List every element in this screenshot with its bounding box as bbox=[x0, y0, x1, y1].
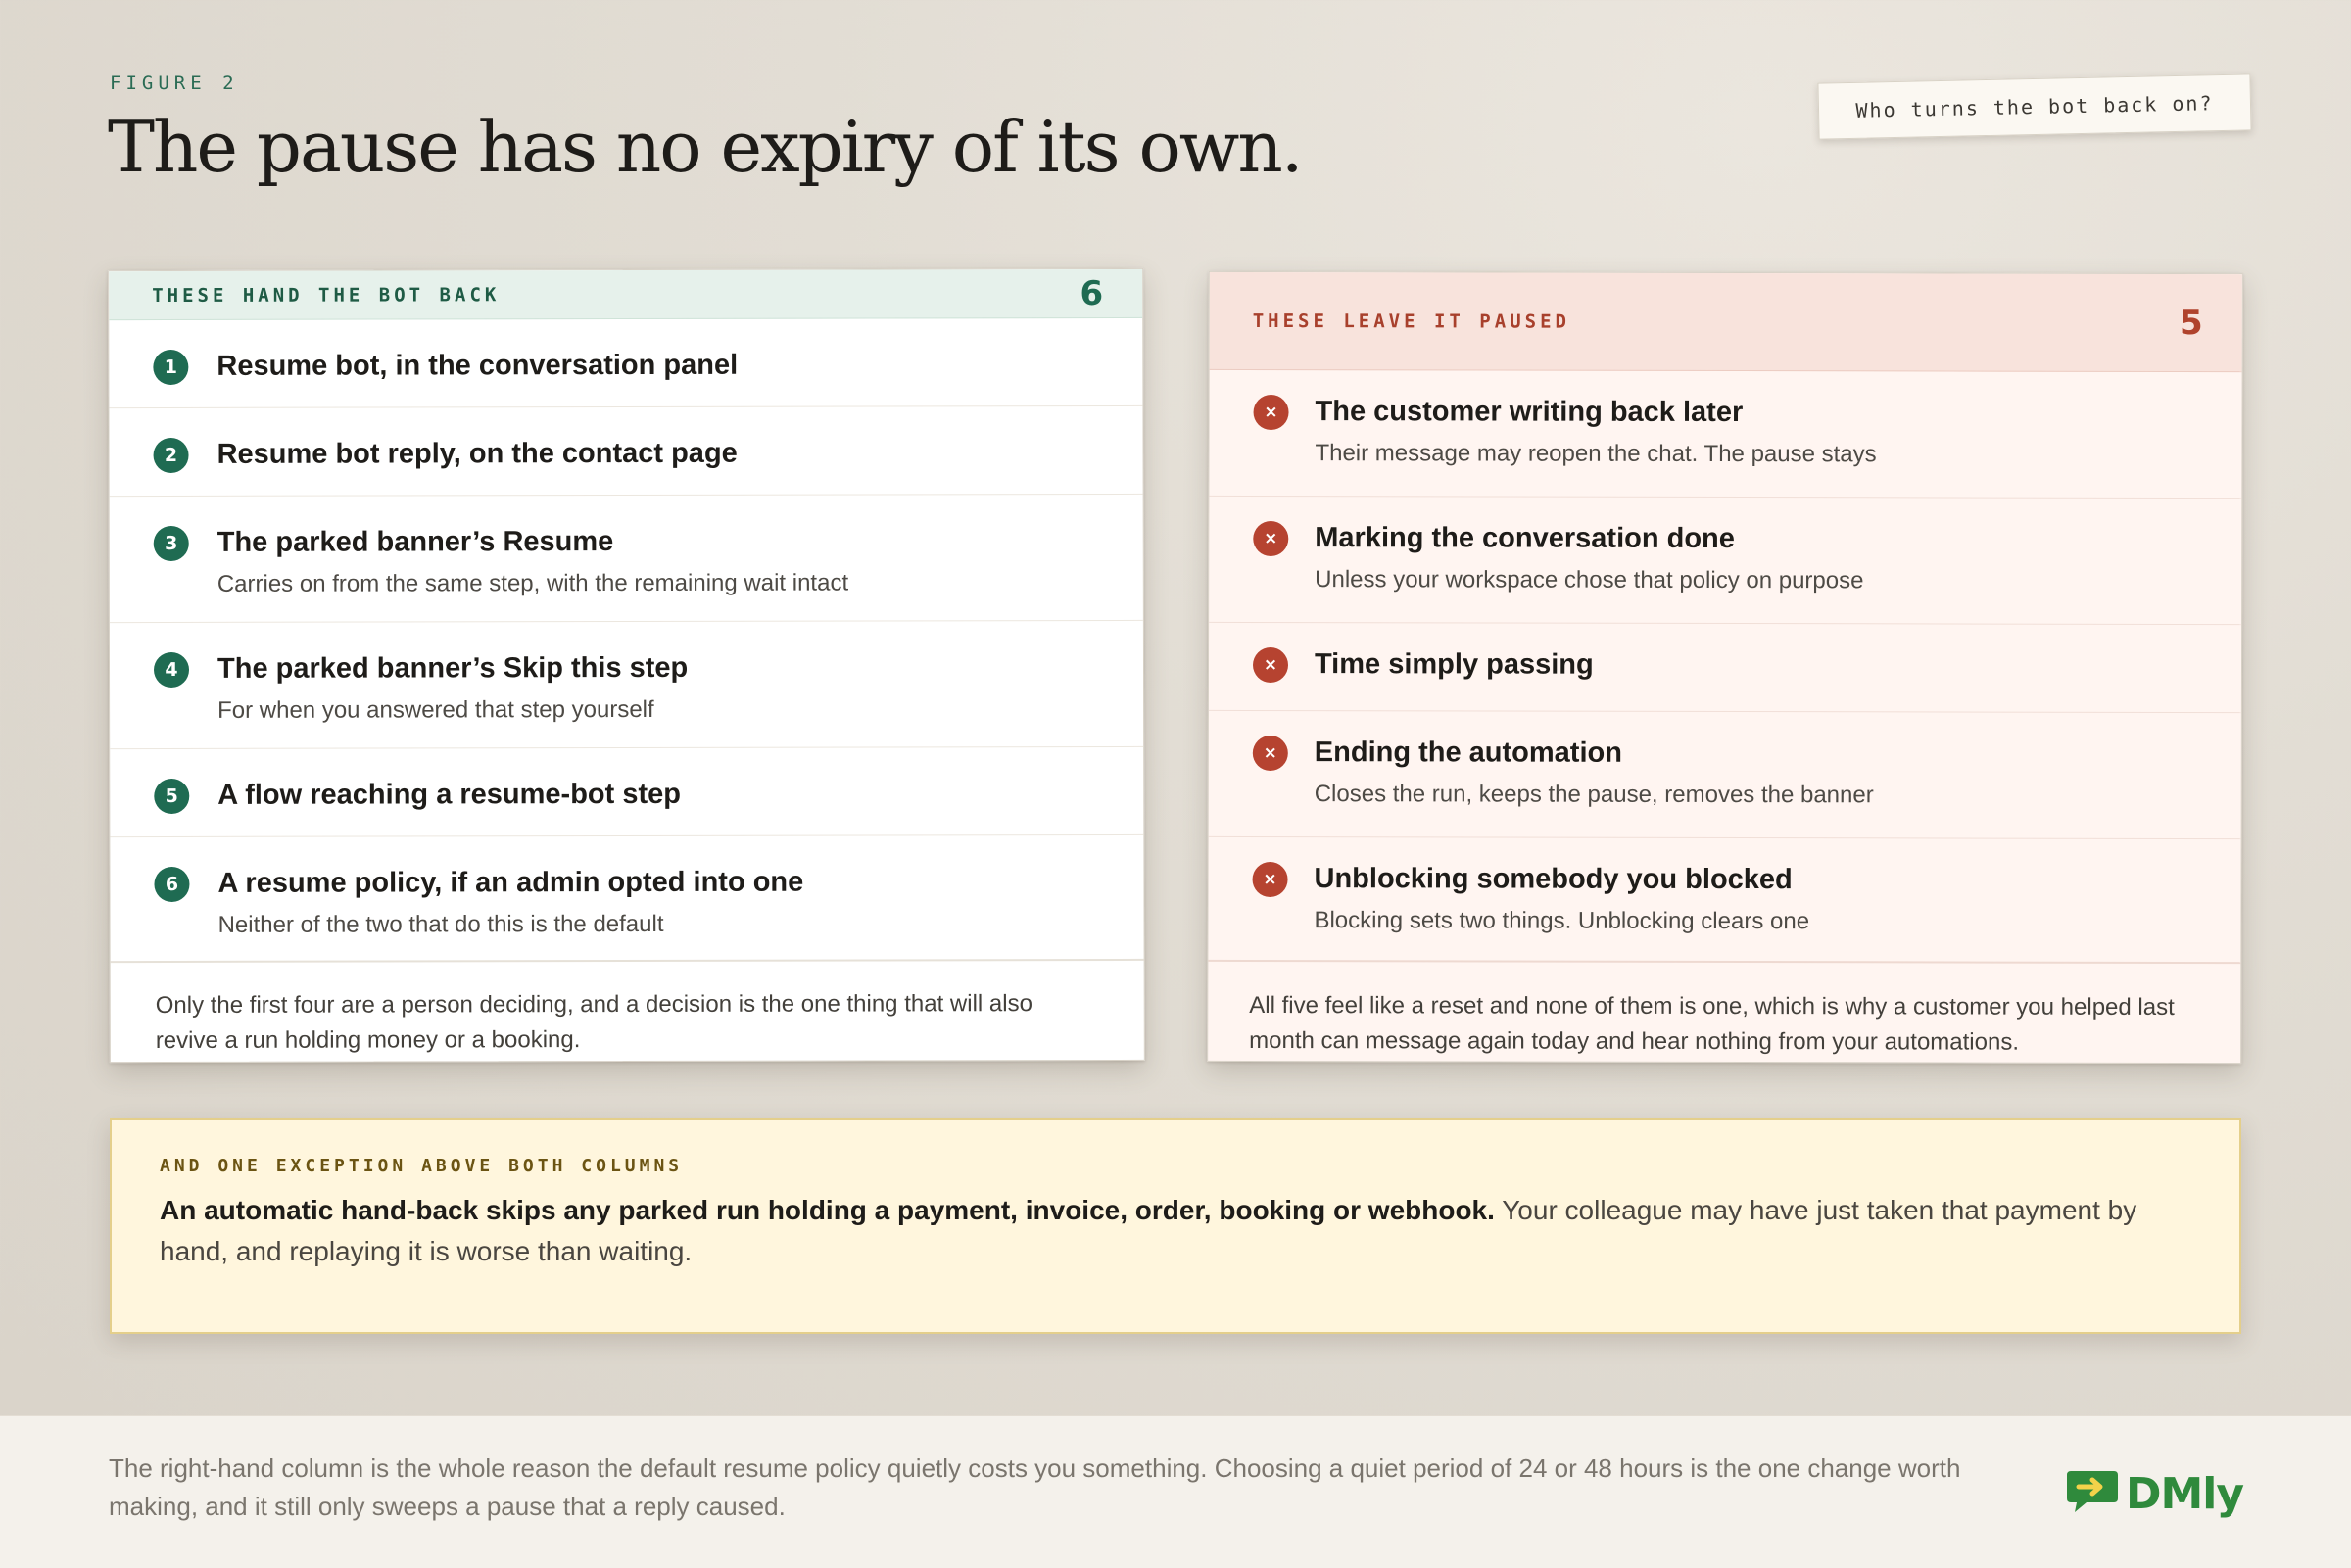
logo-text: DMly bbox=[2126, 1469, 2244, 1519]
item-subtitle: Their message may reopen the chat. The pause stays bbox=[1315, 440, 1877, 468]
item-subtitle: For when you answered that step yourself bbox=[217, 695, 654, 724]
item-title: Ending the automation bbox=[1314, 736, 1623, 769]
item-title: Resume bot reply, on the contact page bbox=[216, 437, 738, 470]
hand-back-footnote: Only the first four are a person deciding, and a decision is the one thing that will also revive a run holding money or a booking. bbox=[111, 959, 1144, 1062]
list-item bbox=[110, 621, 1143, 749]
number-badge: 6 bbox=[154, 867, 189, 902]
hand-back-count: 6 bbox=[1080, 273, 1104, 313]
number-badge: 3 bbox=[154, 526, 189, 561]
stays-paused-card bbox=[1207, 271, 2243, 1064]
list-item bbox=[1209, 370, 2241, 499]
close-icon: × bbox=[1253, 521, 1288, 556]
list-item bbox=[1209, 497, 2241, 625]
list-item bbox=[110, 747, 1143, 837]
list-item bbox=[110, 835, 1143, 964]
list-item bbox=[109, 318, 1142, 408]
number-badge: 5 bbox=[154, 779, 189, 814]
item-subtitle: Closes the run, keeps the pause, removes the banner bbox=[1314, 781, 1874, 809]
page-title: The pause has no expiry of its own. bbox=[108, 106, 1302, 188]
close-icon: × bbox=[1253, 647, 1288, 683]
chat-bubble-arrow-icon bbox=[2065, 1467, 2120, 1521]
number-badge: 2 bbox=[154, 438, 189, 473]
hand-back-card bbox=[108, 268, 1145, 1063]
item-title: The parked banner’s Skip this step bbox=[216, 651, 689, 685]
exception-label: AND ONE EXCEPTION ABOVE BOTH COLUMNS bbox=[160, 1156, 684, 1176]
item-title: Resume bot, in the conversation panel bbox=[216, 349, 739, 382]
number-badge: 1 bbox=[153, 350, 188, 385]
list-item bbox=[109, 406, 1142, 497]
exception-callout bbox=[110, 1118, 2241, 1334]
stays-paused-count: 5 bbox=[2180, 303, 2203, 343]
close-icon: × bbox=[1254, 395, 1289, 430]
hand-back-card-header bbox=[109, 269, 1142, 320]
stays-paused-card-title: THESE LEAVE IT PAUSED bbox=[1252, 309, 1570, 333]
footer-text: The right-hand column is the whole reason the default resume policy quietly costs you something. Choosing a quiet period of 24 or 48 hours is the one change worth making, and it still only sweeps a pause that a reply caused. bbox=[109, 1453, 1961, 1521]
item-title: The parked banner’s Resume bbox=[216, 526, 614, 558]
item-title: The customer writing back later bbox=[1315, 396, 1744, 429]
item-title: Unblocking somebody you blocked bbox=[1314, 863, 1793, 896]
list-item bbox=[110, 495, 1143, 623]
item-title: A flow reaching a resume-bot step bbox=[217, 778, 681, 811]
close-icon: × bbox=[1253, 862, 1288, 897]
number-badge: 4 bbox=[154, 652, 189, 688]
footer bbox=[0, 1415, 2351, 1568]
sticky-note: Who turns the bot back on? bbox=[1817, 73, 2251, 139]
item-title: Marking the conversation done bbox=[1315, 522, 1735, 555]
item-title: Time simply passing bbox=[1314, 648, 1594, 681]
figure-label: FIGURE 2 bbox=[110, 72, 239, 94]
item-subtitle: Unless your workspace chose that policy on purpose bbox=[1315, 566, 1864, 594]
exception-bold-text: An automatic hand-back skips any parked run holding a payment, invoice, order, booking or webhook. bbox=[160, 1195, 1495, 1225]
stays-paused-card-header bbox=[1210, 272, 2242, 372]
brand-logo bbox=[2065, 1467, 2243, 1521]
list-item bbox=[1208, 837, 2240, 966]
item-title: A resume policy, if an admin opted into one bbox=[217, 866, 804, 899]
hand-back-card-title: THESE HAND THE BOT BACK bbox=[152, 283, 501, 307]
item-subtitle: Neither of the two that do this is the default bbox=[217, 910, 664, 938]
close-icon: × bbox=[1253, 736, 1288, 771]
exception-text bbox=[160, 1190, 2190, 1272]
list-item bbox=[1209, 711, 2241, 839]
exception-body-text: Your colleague may have just taken that payment by hand, and replaying it is worse than waiting. bbox=[160, 1195, 2137, 1266]
item-subtitle: Carries on from the same step, with the remaining wait intact bbox=[216, 569, 849, 597]
stays-paused-footnote: All five feel like a reset and none of them is one, which is why a customer you helped last month can message again today and hear nothing from your automations. bbox=[1208, 960, 2240, 1063]
list-item bbox=[1209, 623, 2241, 713]
item-subtitle: Blocking sets two things. Unblocking clears one bbox=[1314, 907, 1810, 935]
